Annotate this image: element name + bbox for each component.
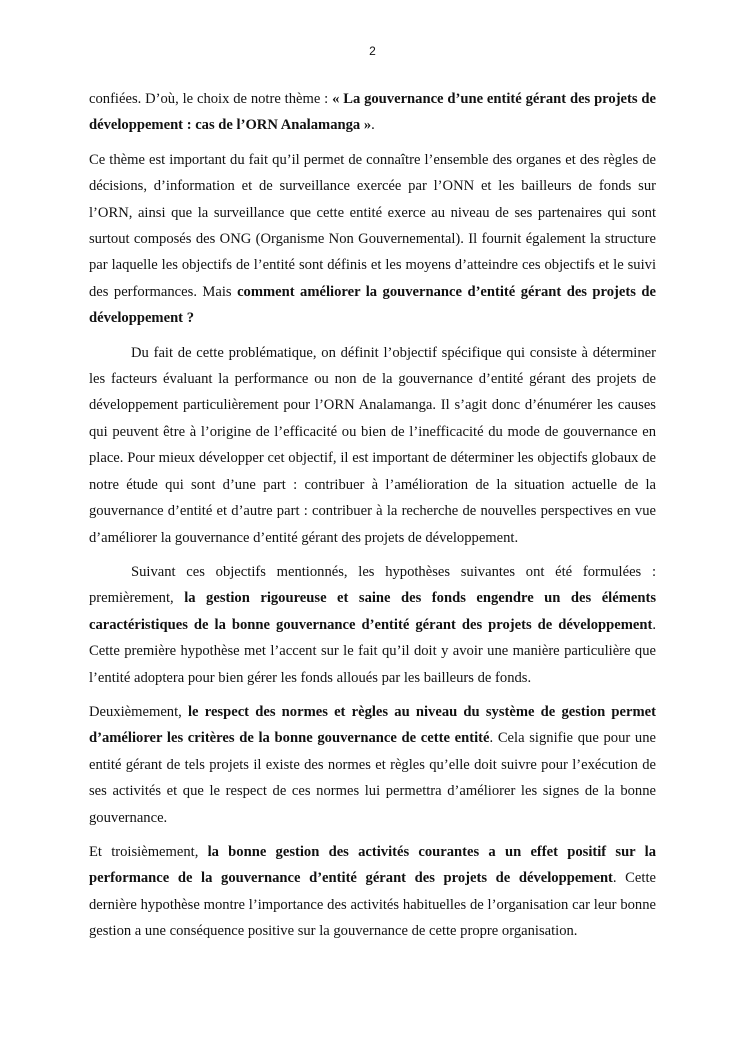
- text-segment: Deuxièmement,: [89, 703, 188, 720]
- hypothesis-2: le respect des normes et règles au niveau du système de gestion permet d’améliorer les critères de la bonne gouvernance de cette entité: [89, 703, 656, 747]
- text-segment: .: [371, 117, 375, 134]
- paragraph-hypothesis-2: [89, 699, 656, 831]
- text-segment: Et troisièmement,: [89, 843, 208, 860]
- text-segment: Du fait de cette problématique, on définit l’objectif spécifique qui consiste à déterminer les facteurs évaluant la performance ou non de la gouvernance d’entité gérant des projets de développement particulièrement pour l’ORN Analamanga. Il s’agit donc d’énumérer les causes qui peuvent être à l’origine de l’efficacité ou bien de l’inefficacité du mode de gouvernance en place. Pour mieux développer cet objectif, il est important de déterminer les objectifs globaux de notre étude qui sont d’une part : contribuer à l’amélioration de la situation actuelle de la gouvernance d’entité et d’autre part : contribuer à la recherche de nouvelles perspectives en vue d’améliorer la gouvernance d’entité gérant des projets de développement.: [89, 344, 656, 546]
- paragraph-objectives: [89, 340, 656, 551]
- text-segment: Ce thème est important du fait qu’il permet de connaître l’ensemble des organes et des règles de décisions, d’information et de surveillance exercée par l’ONN et les bailleurs de fonds sur l’ORN, ainsi que la surveillance que cette entité exerce au niveau de ses partenaires qui sont surtout composés des ONG (Organisme Non Gouvernemental). Il fournit également la structure par laquelle les objectifs de l’entité sont définis et les moyens d’atteindre ces objectifs et le suivi des performances. Mais: [89, 151, 656, 300]
- hypothesis-3: la bonne gestion des activités courantes a un effet positif sur la performance de la gouvernance d’entité gérant des projets de développement: [89, 843, 656, 887]
- text-segment: confiées. D’où, le choix de notre thème :: [89, 91, 333, 107]
- thesis-title: « La gouvernance d’une entité gérant des projets de développement : cas de l’ORN Analamanga »: [89, 91, 657, 134]
- text-segment: . Cela signifie que pour une entité gérant de tels projets il existe des normes et règles qu’elle doit suivre pour l’exécution de ses activités et que le respect de ces normes lui permettra d’améliorer les signes de la bonne gouvernance.: [89, 730, 656, 826]
- document-body: [89, 86, 656, 953]
- research-question: comment améliorer la gouvernance d’entité gérant des projets de développement ?: [89, 283, 656, 327]
- paragraph-hypothesis-1: [89, 559, 656, 691]
- paragraph-theme-importance: [89, 147, 656, 332]
- paragraph-theme-choice: [89, 86, 656, 139]
- page-number: 2: [369, 44, 376, 58]
- text-segment: . Cette dernière hypothèse montre l’importance des activités habituelles de l’organisation car leur bonne gestion a une conséquence positive sur la gouvernance de cette propre organisation.: [89, 870, 656, 940]
- text-segment: . Cette première hypothèse met l’accent sur le fait qu’il doit y avoir une manière particulière que l’entité adoptera pour bien gérer les fonds alloués par les bailleurs de fonds.: [89, 616, 656, 686]
- text-segment: Suivant ces objectifs mentionnés, les hypothèses suivantes ont été formulées : premièrement,: [89, 563, 656, 607]
- paragraph-hypothesis-3: [89, 839, 656, 945]
- hypothesis-1: la gestion rigoureuse et saine des fonds engendre un des éléments caractéristiques de la bonne gouvernance d’entité gérant des projets de développement: [89, 590, 656, 633]
